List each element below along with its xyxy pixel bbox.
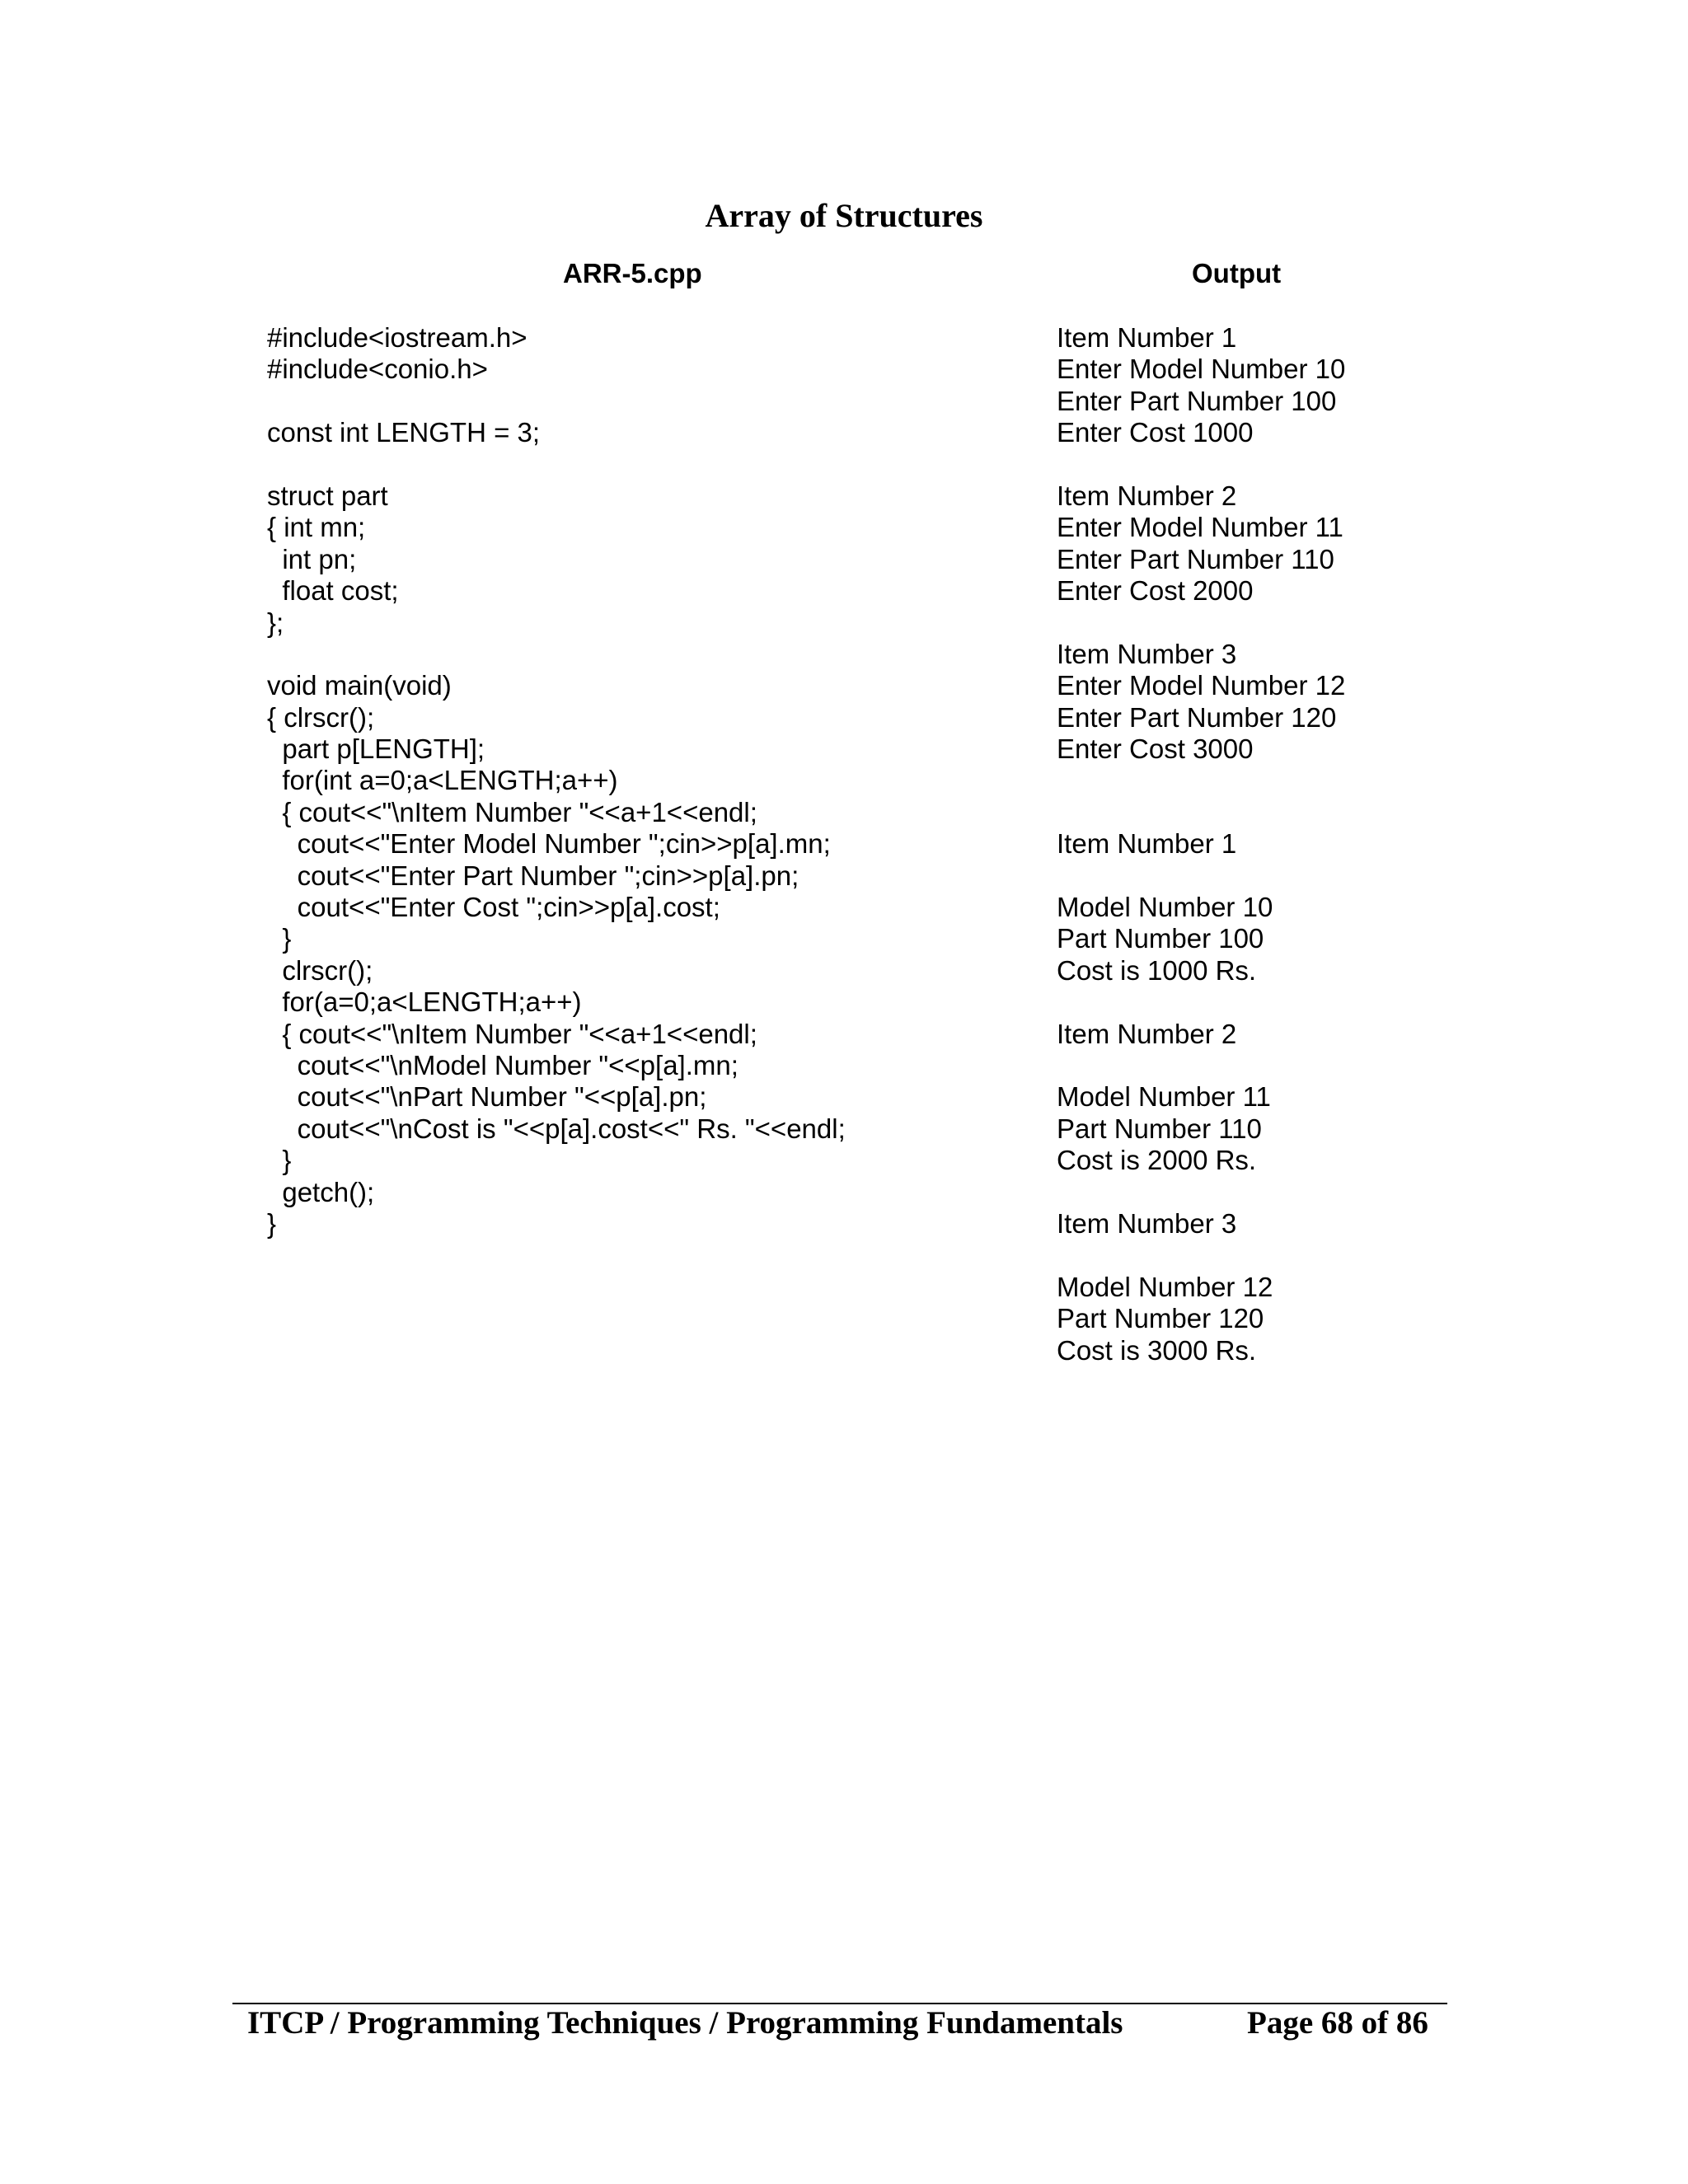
output-line: Cost is 1000 Rs. [1057,954,1257,986]
output-line: Enter Part Number 110 [1057,543,1334,574]
code-line: }; [267,607,284,638]
code-line: #include<conio.h> [267,354,488,385]
code-line: } [267,1207,277,1239]
code-line: cout<<"\nPart Number "<<p[a].pn; [267,1081,707,1113]
output-line [1057,1177,1650,1208]
code-filename-heading: ARR-5.cpp [563,258,702,288]
output-line: Enter Part Number 120 [1057,701,1337,733]
output-line: Enter Model Number 12 [1057,670,1346,701]
output-line [1057,860,1650,892]
code-line: clrscr(); [267,954,373,986]
code-line: } [267,1145,292,1176]
output-line: Model Number 10 [1057,892,1273,923]
code-line: cout<<"\nCost is "<<p[a].cost<<" Rs. "<<endl; [267,1113,846,1144]
code-line: void main(void) [267,670,452,701]
code-line: #include<iostream.h> [267,322,528,353]
output-line: Item Number 2 [1057,480,1237,511]
code-line: cout<<"\nModel Number "<<p[a].mn; [267,1049,738,1080]
output-line [1057,797,1650,828]
output-line: Part Number 100 [1057,923,1264,954]
output-line: Enter Part Number 100 [1057,385,1337,416]
code-line: cout<<"Enter Cost ";cin>>p[a].cost; [267,892,720,923]
output-line: Part Number 120 [1057,1303,1264,1334]
code-line: cout<<"Enter Model Number ";cin>>p[a].mn; [267,828,831,860]
footer-course-title: ITCP / Programming Techniques / Programming Fundamentals [247,2005,1123,2041]
output-line: Item Number 3 [1057,638,1237,669]
code-line: float cost; [267,575,399,607]
code-line: getch(); [267,1176,375,1207]
program-output [1057,322,1650,1366]
output-heading: Output [1192,258,1282,288]
output-line: Cost is 2000 Rs. [1057,1145,1257,1176]
output-line: Enter Cost 1000 [1057,417,1254,448]
code-line: part p[LENGTH]; [267,733,485,765]
code-line: { clrscr(); [267,701,375,733]
code-line: struct part [267,480,388,511]
output-line: Cost is 3000 Rs. [1057,1334,1257,1366]
output-line [1057,765,1650,796]
output-line: Item Number 3 [1057,1207,1237,1239]
code-line: { int mn; [267,512,366,543]
output-line: Enter Model Number 11 [1057,512,1343,543]
output-line: Part Number 110 [1057,1113,1262,1144]
output-line: Model Number 11 [1057,1081,1271,1113]
code-line: const int LENGTH = 3; [267,417,541,448]
output-line [1057,607,1650,639]
output-line: Enter Cost 3000 [1057,733,1254,765]
code-line: for(int a=0;a<LENGTH;a++) [267,765,618,796]
code-line: { cout<<"\nItem Number "<<a+1<<endl; [267,1018,757,1049]
output-line [1057,1240,1650,1271]
output-line [1057,1050,1650,1081]
footer-page-number: Page 68 of 86 [1247,2005,1428,2041]
output-line: Model Number 12 [1057,1271,1273,1302]
page-title: Array of Structures [705,197,983,234]
code-line: cout<<"Enter Part Number ";cin>>p[a].pn; [267,860,799,891]
output-line: Item Number 1 [1057,828,1237,860]
output-line: Enter Cost 2000 [1057,575,1254,607]
code-line: for(a=0;a<LENGTH;a++) [267,987,582,1018]
output-line: Item Number 2 [1057,1018,1237,1049]
output-line: Enter Model Number 10 [1057,354,1346,385]
output-line [1057,449,1650,480]
output-line: Item Number 1 [1057,322,1237,353]
code-line: int pn; [267,543,357,574]
output-line [1057,987,1650,1018]
code-line: } [267,923,292,954]
code-line: { cout<<"\nItem Number "<<a+1<<endl; [267,796,757,827]
